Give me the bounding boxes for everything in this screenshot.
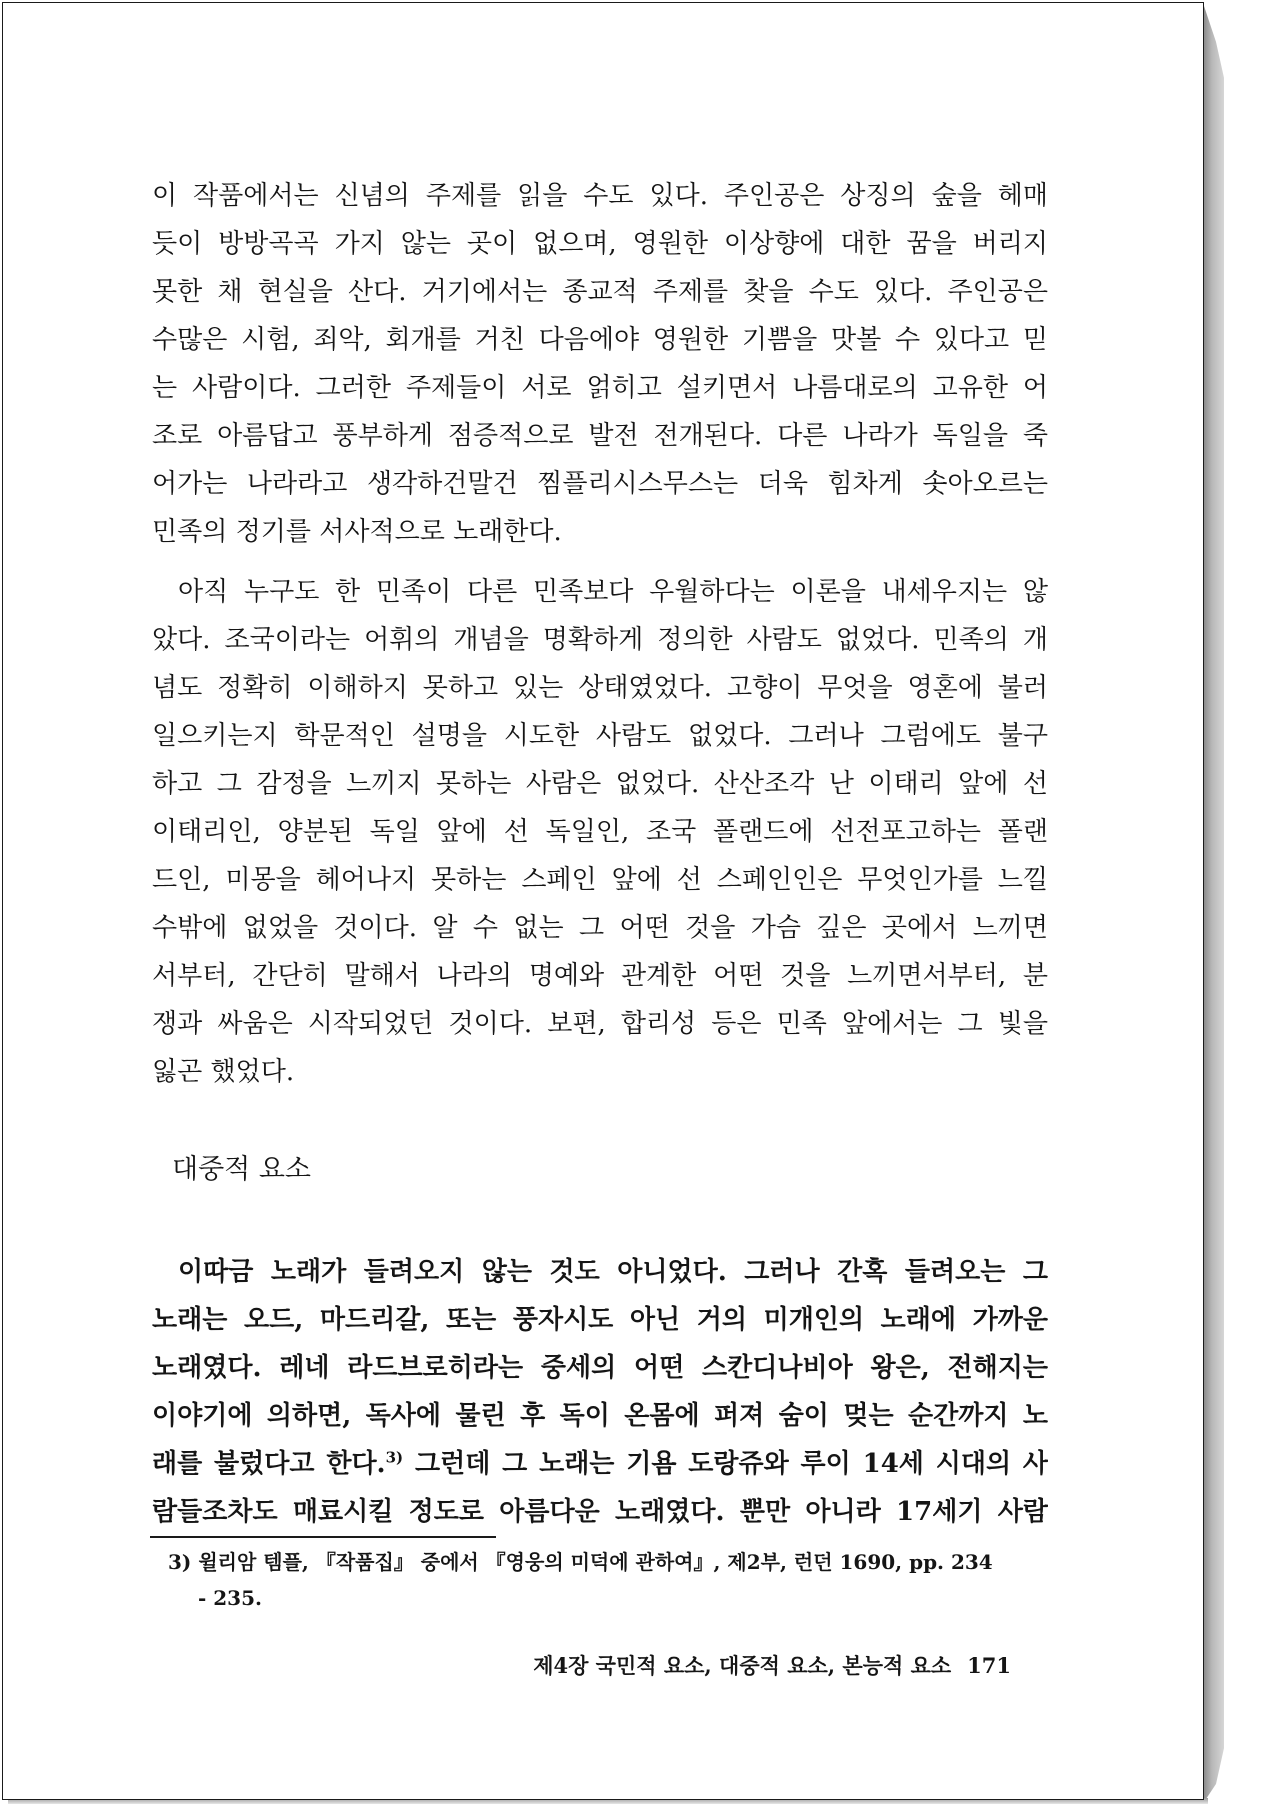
text-line: 듯이 방방곡곡 가지 않는 곳이 없으며, 영원한 이상향에 대한 꿈을 버리지 [152, 229, 1048, 259]
footnote-line: 3) 윌리암 템플, 『작품집』 중에서 『영웅의 미덕에 관하여』, 제2부, 런던 1690, pp. 234 [168, 1550, 993, 1574]
text-line: 이태리인, 양분된 독일 앞에 선 독일인, 조국 폴랜드에 선전포고하는 폴랜 [152, 817, 1048, 847]
text-fragment: 래를 불렀다고 한다. [152, 1449, 386, 1479]
text-fragment: 그런데 그 노래는 기욤 도랑쥬와 루이 14세 시대의 사 [414, 1449, 1048, 1479]
text-line: 는 사람이다. 그러한 주제들이 서로 얽히고 설키면서 나름대로의 고유한 어 [152, 373, 1048, 403]
text-line: 수많은 시험, 죄악, 회개를 거친 다음에야 영원한 기쁨을 맛볼 수 있다고 믿 [152, 325, 1048, 355]
text-line-with-footnote [152, 1444, 1048, 1484]
running-footer [533, 1648, 1011, 1684]
footnote [168, 1544, 1048, 1616]
footnote-divider [150, 1536, 496, 1538]
text-line: 았다. 조국이라는 어휘의 개념을 명확하게 정의한 사람도 없었다. 민족의 개 [152, 625, 1048, 655]
text-line: 노래는 오드, 마드리갈, 또는 풍자시도 아닌 거의 미개인의 노래에 가까운 [152, 1305, 1048, 1335]
text-line: 못한 채 현실을 산다. 거기에서는 종교적 주제를 찾을 수도 있다. 주인공은 [152, 277, 1048, 307]
text-line: 이야기에 의하면, 독사에 물린 후 독이 온몸에 퍼져 숨이 멎는 순간까지 노 [152, 1401, 1048, 1431]
text-line: 아직 누구도 한 민족이 다른 민족보다 우월하다는 이론을 내세우지는 않 [178, 577, 1048, 607]
text-line: 민족의 정기를 서사적으로 노래한다. [152, 517, 562, 547]
page-number: 171 [967, 1653, 1011, 1678]
section-heading: 대중적 요소 [172, 1154, 311, 1185]
text-line: 이 작품에서는 신념의 주제를 읽을 수도 있다. 주인공은 상징의 숲을 헤매 [152, 181, 1048, 211]
page-edge [1204, 6, 1224, 1802]
text-line: 드인, 미몽을 헤어나지 못하는 스페인 앞에 선 스페인인은 무엇인가를 느낄 [152, 865, 1048, 895]
footnote-line: - 235. [198, 1586, 262, 1610]
text-line: 념도 정확히 이해하지 못하고 있는 상태였었다. 고향이 무엇을 영혼에 불러 [152, 673, 1048, 703]
text-line: 람들조차도 매료시킬 정도로 아름다운 노래였다. 뿐만 아니라 17세기 사람 [152, 1497, 1048, 1527]
text-line: 일으키는지 학문적인 설명을 시도한 사람도 없었다. 그러나 그럼에도 불구 [152, 721, 1048, 751]
text-line: 어가는 나라라고 생각하건말건 찜플리시스무스는 더욱 힘차게 솟아오르는 [152, 469, 1048, 499]
text-line: 조로 아름답고 풍부하게 점증적으로 발전 전개된다. 다른 나라가 독일을 죽 [152, 421, 1048, 451]
footnote-reference[interactable]: 3) [385, 1448, 404, 1467]
text-line: 노래였다. 레네 라드브로히라는 중세의 어떤 스칸디나비아 왕은, 전해지는 [152, 1353, 1048, 1383]
text-line: 서부터, 간단히 말해서 나라의 명예와 관계한 어떤 것을 느끼면서부터, 분 [152, 961, 1048, 991]
text-line: 하고 그 감정을 느끼지 못하는 사람은 없었다. 산산조각 난 이태리 앞에 선 [152, 769, 1048, 799]
text-line: 잃곤 했었다. [152, 1057, 295, 1087]
text-line: 쟁과 싸움은 시작되었던 것이다. 보편, 합리성 등은 민족 앞에서는 그 빛을 [152, 1009, 1048, 1039]
text-line: 이따금 노래가 들려오지 않는 것도 아니었다. 그러나 간혹 들려오는 그 [178, 1257, 1048, 1287]
chapter-title: 제4장 국민적 요소, 대중적 요소, 본능적 요소 [533, 1653, 952, 1678]
text-line: 수밖에 없었을 것이다. 알 수 없는 그 어떤 것을 가슴 깊은 곳에서 느끼면 [152, 913, 1048, 943]
